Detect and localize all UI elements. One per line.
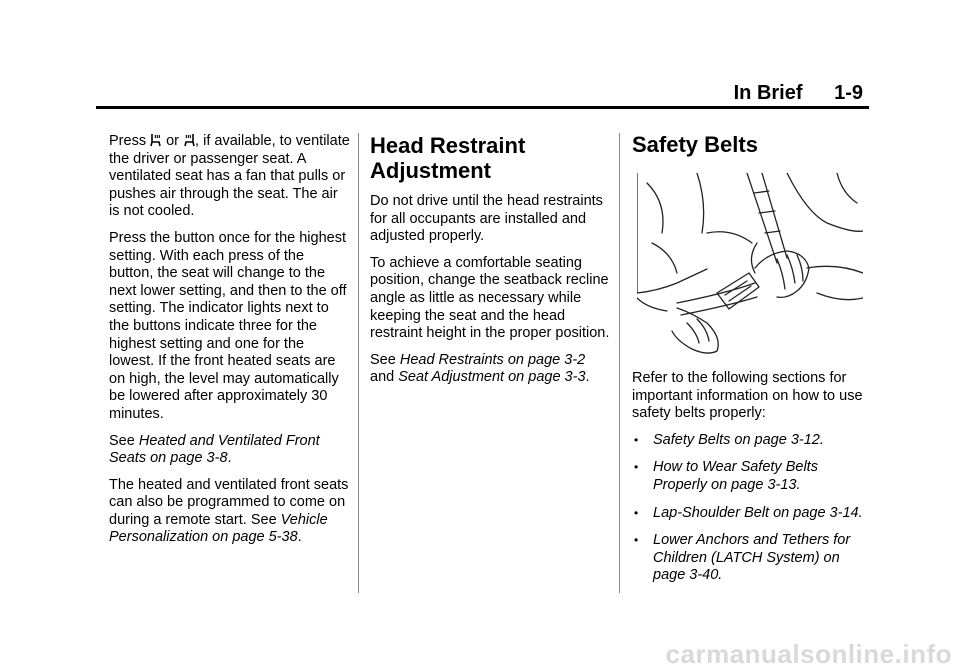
- column-divider: [619, 133, 620, 593]
- paragraph: See Heated and Ventilated Front Seats on page 3-8.: [109, 432, 320, 467]
- cross-reference[interactable]: Vehicle Personalization on page 5-38: [109, 511, 328, 546]
- paragraph: The heated and ventilated front seats can also be programmed to come on during a remote start. See Vehicle Personalization on page 5-38.: [109, 476, 349, 546]
- safety-belt-reference-list: [632, 432, 868, 585]
- list-item[interactable]: • Lap-Shoulder Belt on page 3-14.: [634, 504, 863, 521]
- ventilated-seat-driver-icon: [150, 133, 162, 147]
- column-head-restraint: [370, 133, 610, 396]
- bullet-icon: •: [634, 505, 639, 520]
- header-page-number: 1-9: [834, 82, 863, 104]
- cross-reference[interactable]: Heated and Ventilated Front Seats on page 3-8: [109, 432, 320, 467]
- header-section-title: In Brief: [733, 82, 803, 104]
- paragraph: See Head Restraints on page 3-2 and Seat Adjustment on page 3-3.: [370, 351, 590, 386]
- list-item[interactable]: • Lower Anchors and Tethers for Children (LATCH System) on page 3-40.: [634, 532, 851, 584]
- bullet-icon: •: [634, 460, 639, 475]
- safety-belt-buckle-illustration: [637, 173, 863, 356]
- paragraph: Press or , if available, to ventilate the driver or passenger seat. A ventilated seat has a fan that pulls or pushes air through the seat. The air is not cooled.: [109, 133, 350, 220]
- paragraph: Do not drive until the head restraints for all occupants are installed and adjusted properly.: [370, 193, 603, 245]
- cross-reference[interactable]: Head Restraints on page 3-2: [399, 351, 586, 368]
- section-heading: Safety Belts: [632, 132, 758, 157]
- bullet-icon: •: [634, 432, 639, 447]
- column-ventilated-seats: [109, 133, 352, 556]
- header-rule: [96, 106, 869, 109]
- paragraph: To achieve a comfortable seating position, change the seatback recline angle as little as necessary while keeping the seat and the head restraint height in the proper position.: [370, 254, 610, 342]
- section-heading: Head Restraint Adjustment: [370, 133, 526, 183]
- list-item[interactable]: • Safety Belts on page 3-12.: [634, 431, 824, 448]
- cross-reference[interactable]: Seat Adjustment on page 3-3: [398, 369, 586, 386]
- column-safety-belts: [632, 133, 868, 595]
- list-item[interactable]: • How to Wear Safety Belts Properly on page 3-13.: [634, 459, 818, 493]
- bullet-icon: •: [634, 533, 639, 548]
- paragraph: Refer to the following sections for important information on how to use safety belts properly:: [632, 370, 863, 422]
- page-header: [734, 82, 863, 105]
- column-divider: [358, 133, 359, 593]
- watermark: carmanualsonline.info: [665, 639, 952, 669]
- ventilated-seat-passenger-icon: [183, 133, 195, 147]
- belt-illustration-svg: [637, 173, 863, 356]
- paragraph: Press the button once for the highest setting. With each press of the button, the seat will change to the next lower setting, and then to the off setting. The indicator lights next to the buttons indicate three for the highest setting and one for the lowest. If the front heated seats are on high, the level may automatically be lowered after approximately 30 minutes.: [109, 229, 347, 422]
